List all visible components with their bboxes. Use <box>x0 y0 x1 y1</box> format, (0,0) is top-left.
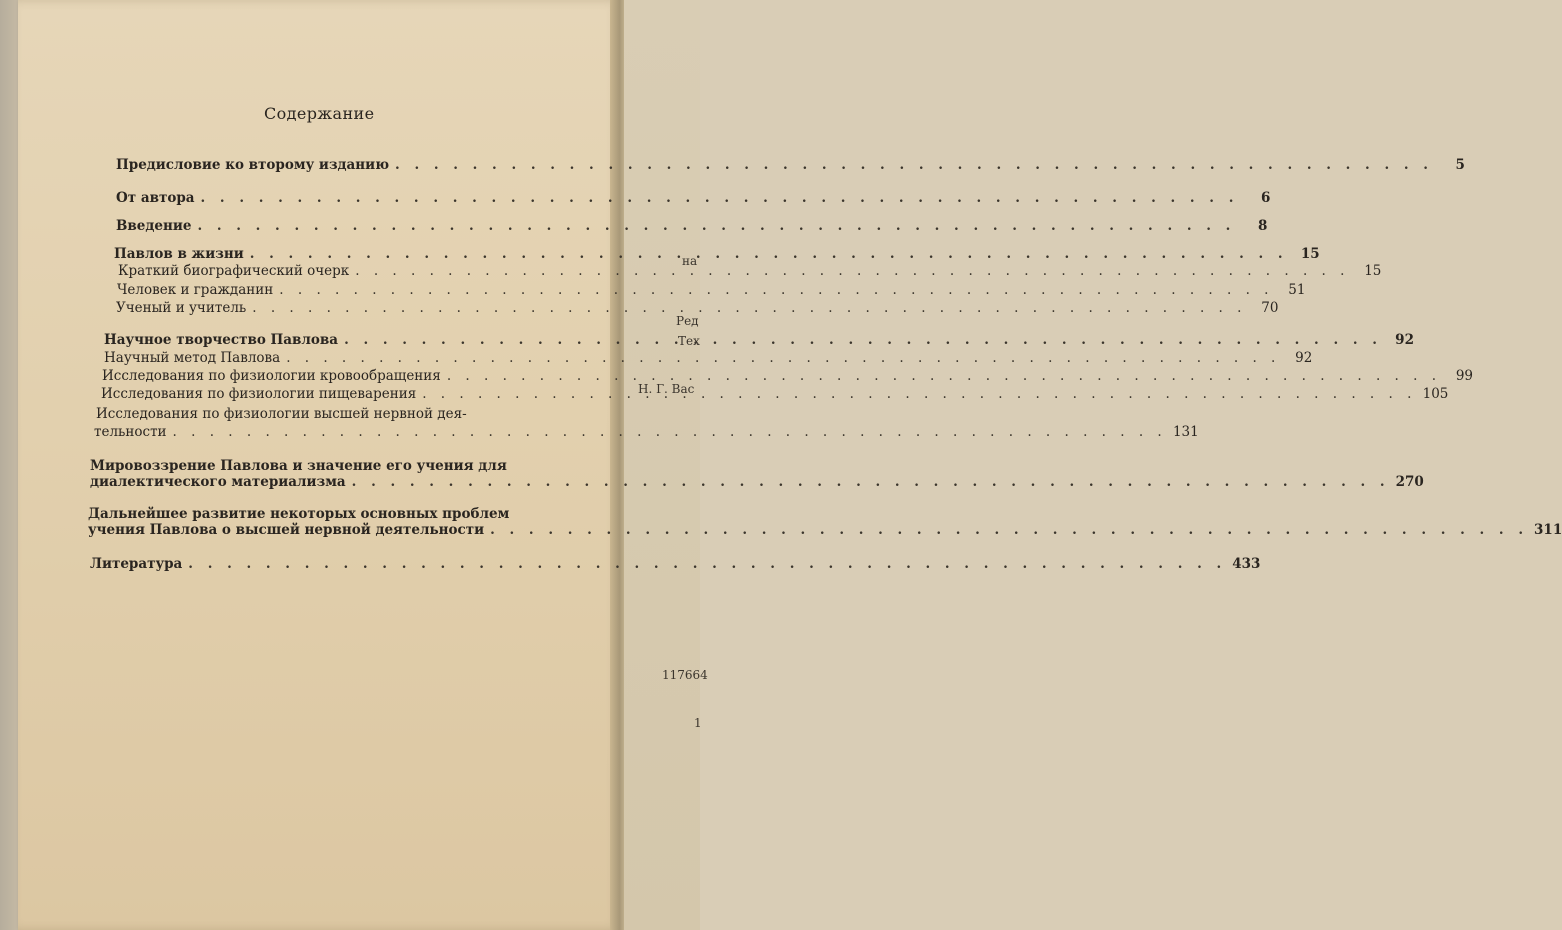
toc-entry-label-line2: учения Павлова о высшей нервной деятельности <box>88 522 485 538</box>
toc-title: Содержание <box>264 104 375 123</box>
toc-entry-page: 92 <box>1295 350 1313 366</box>
toc-entry-label-line1: Дальнейшее развитие некоторых основных проблем <box>88 506 510 522</box>
toc-entry-label: От автора <box>116 190 195 206</box>
toc-entry-page: 51 <box>1288 282 1306 298</box>
toc-entry <box>118 263 1382 279</box>
toc-entry-page: 5 <box>1455 157 1465 173</box>
leader-dots <box>201 190 1239 206</box>
toc-entry-label-line2: диалектического материализма <box>90 474 346 490</box>
toc-entry-page: 8 <box>1257 218 1268 234</box>
toc-entry-page: 433 <box>1232 556 1261 572</box>
leader-dots <box>355 263 1349 279</box>
right-page-fragment: 117664 <box>662 668 708 682</box>
right-page-fragment: Ред <box>676 314 699 328</box>
toc-entry-label: Павлов в жизни <box>114 246 244 262</box>
toc-entry-label: Научный метод Павлова <box>104 350 281 366</box>
leader-dots <box>352 474 1390 490</box>
leader-dots <box>344 332 1382 348</box>
toc-entry-page: 15 <box>1300 246 1320 262</box>
toc-entry <box>117 282 1306 298</box>
right-page-fragment: 1 <box>694 716 702 730</box>
toc-entry <box>116 218 1268 234</box>
leader-dots <box>490 522 1528 538</box>
leader-dots <box>395 157 1433 173</box>
toc-entry <box>90 556 1261 572</box>
leader-dots <box>173 424 1167 440</box>
leader-dots <box>286 350 1280 366</box>
leader-dots <box>197 218 1235 234</box>
toc-entry <box>94 424 1199 440</box>
leader-dots <box>250 246 1288 262</box>
leader-dots <box>422 386 1416 402</box>
toc-entry-label: Ученый и учитель <box>116 300 247 316</box>
toc-entry-page: 92 <box>1395 332 1414 348</box>
toc-entry-page: 270 <box>1395 474 1424 490</box>
toc-entry-label: Краткий биографический очерк <box>118 263 350 279</box>
toc-entry <box>116 190 1271 206</box>
leader-dots <box>188 556 1226 572</box>
toc-entry-page: 15 <box>1364 263 1382 279</box>
toc-entry-label: Научное творчество Павлова <box>104 332 339 348</box>
toc-entry-page: 70 <box>1261 300 1279 316</box>
toc-entry <box>104 350 1313 366</box>
toc-entry-page: 105 <box>1422 386 1449 402</box>
toc-entry-label-line1: Мировоззрение Павлова и значение его учения для <box>90 458 507 474</box>
toc-entry <box>90 474 1424 490</box>
right-page-fragment: на <box>682 254 698 268</box>
toc-entry-page: 311 <box>1534 522 1562 538</box>
toc-entry-label-line1: Исследования по физиологии высшей нервной дея- <box>96 406 467 422</box>
toc-entry-label: Человек и гражданин <box>117 282 274 298</box>
toc-entry-label: Введение <box>116 218 192 234</box>
toc-entry <box>116 300 1279 316</box>
toc-entry <box>88 522 1562 538</box>
toc-entry-label-line2: тельности <box>94 424 167 440</box>
toc-entry <box>102 368 1473 384</box>
toc-entry <box>116 157 1465 173</box>
leader-dots <box>252 300 1246 316</box>
right-page-fragment: Тех <box>678 334 700 348</box>
right-page-fragment: Н. Г. Вас <box>638 382 695 396</box>
leader-dots <box>279 282 1273 298</box>
toc-entry-label: Исследования по физиологии пищеварения <box>101 386 417 402</box>
toc-entry-page: 131 <box>1172 424 1199 440</box>
toc-entry-page: 99 <box>1455 368 1473 384</box>
toc-entry-label: Литература <box>90 556 183 572</box>
toc-entry-page: 6 <box>1261 190 1271 206</box>
leader-dots <box>447 368 1441 384</box>
toc-entry-label: Предисловие ко второму изданию <box>116 157 390 173</box>
book-page-right <box>624 0 708 930</box>
toc-entry-label: Исследования по физиологии кровообращения <box>102 368 441 384</box>
